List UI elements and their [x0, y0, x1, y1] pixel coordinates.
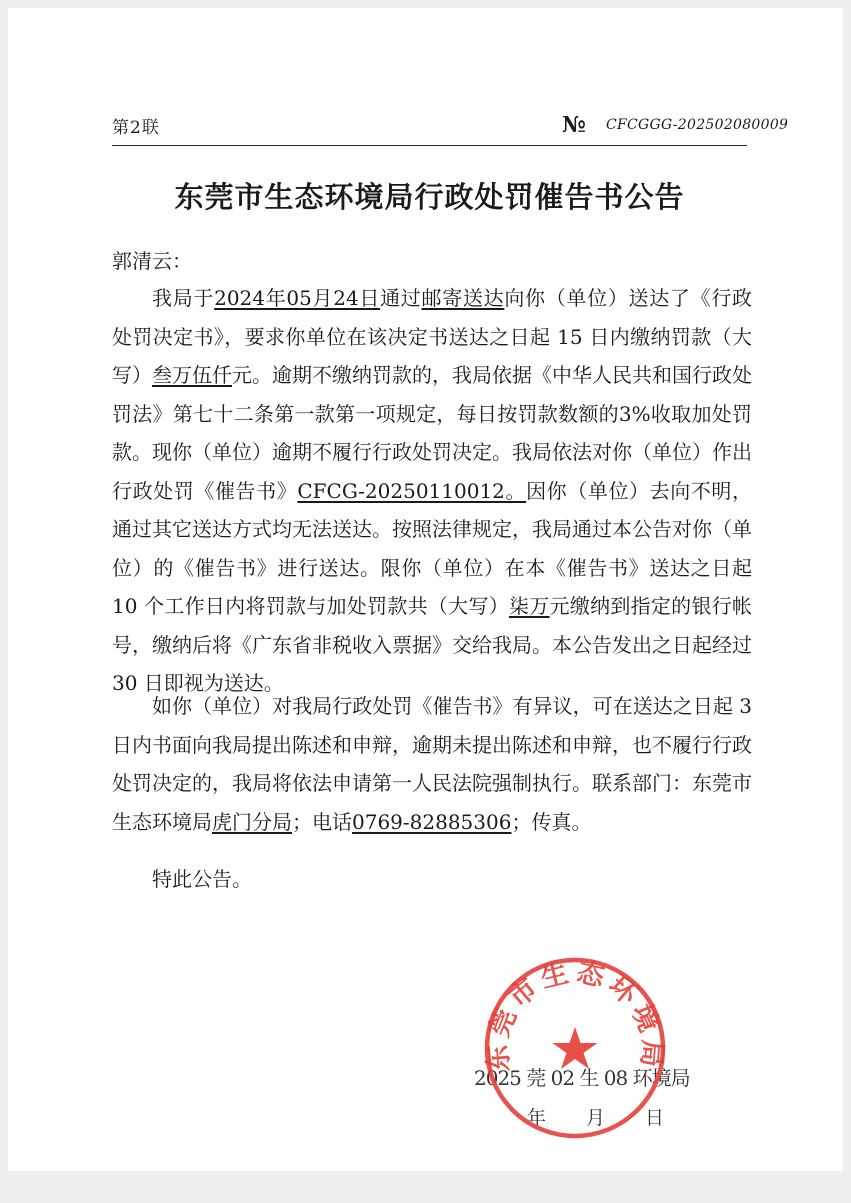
p2-text-2: 因你（单位）去向不明，通过其它送达方式均无法送达。按照法律规定，我局通过本公告对你（单位）的《催告书》进行送达。限你（单位）在本《催告书》送达之日起 10 个工作日内将罚款与加处罚款共（大写） — [112, 478, 753, 618]
delivery-date: 2024年05月24日 — [214, 286, 381, 310]
total-amount: 柒万 — [509, 594, 550, 618]
document-number: CFCGGG-202502080009 — [606, 117, 789, 133]
copy-label: 第2联 — [112, 118, 160, 138]
paragraph-2 — [112, 433, 752, 703]
signature-date-line: 2025 莞 02 生 08 环境局 — [474, 1066, 690, 1090]
p3-text-1: 如你（单位）对我局行政处罚《催告书》有异议，可在送达之日起 3 日内书面向我局提出陈述和申辩，逾期未提出陈述和申辩，也不履行行政处罚决定的，我局将依法申请第一人民法院强制执行。联系部门：东莞市生态环境局 — [112, 694, 752, 834]
paragraph-3 — [112, 687, 752, 841]
p1-text-3: 向你（单位）送达了《行政处罚决定书》，要求你单位在该决定书送达之日起 15 日内缴纳罚款（大写） — [112, 286, 753, 387]
contact-phone: 0769-82885306 — [352, 809, 512, 834]
fax-value: 。 — [571, 809, 592, 834]
seal-text: 东莞市生态环境局 — [482, 956, 668, 1074]
p1-text-1: 我局于 — [152, 286, 215, 310]
p2-text-3: 元缴纳到指定的银行帐号，缴纳后将《广东省非税收入票据》交给我局。本公告发出之日起经过 30 日即视为送达。 — [112, 594, 753, 695]
p2-text-1: 现你（单位）逾期不履行行政处罚决定。我局依法对你（单位）作出行政处罚《催告书》 — [112, 440, 752, 503]
addressee: 郭清云： — [112, 249, 192, 273]
closing-text: 特此公告。 — [152, 867, 252, 891]
notice-number: CFCG-20250110012。 — [297, 478, 527, 503]
seal-star-icon — [553, 1027, 598, 1069]
header-divider — [112, 145, 747, 146]
official-seal — [482, 955, 668, 1141]
p1-text-2: 通过 — [380, 286, 422, 310]
p1-text-4: 元。逾期不缴纳罚款的，我局依据《中华人民共和国行政处罚法》第七十二条第一款第一项规定，每日按罚款数额的3%收取加处罚款。 — [112, 363, 752, 464]
p3-text-3: ；传真 — [511, 809, 572, 834]
signature-ymd: 年月日 — [527, 1107, 705, 1129]
fine-amount: 叁万伍仟 — [152, 363, 232, 387]
contact-department: 虎门分局 — [212, 809, 292, 834]
closing-line — [112, 860, 752, 899]
delivery-method: 邮寄送达 — [421, 286, 505, 310]
number-symbol: № — [562, 112, 586, 138]
p3-text-2: ；电话 — [292, 809, 352, 834]
page-title: 东莞市生态环境局行政处罚催告书公告 — [174, 180, 685, 214]
